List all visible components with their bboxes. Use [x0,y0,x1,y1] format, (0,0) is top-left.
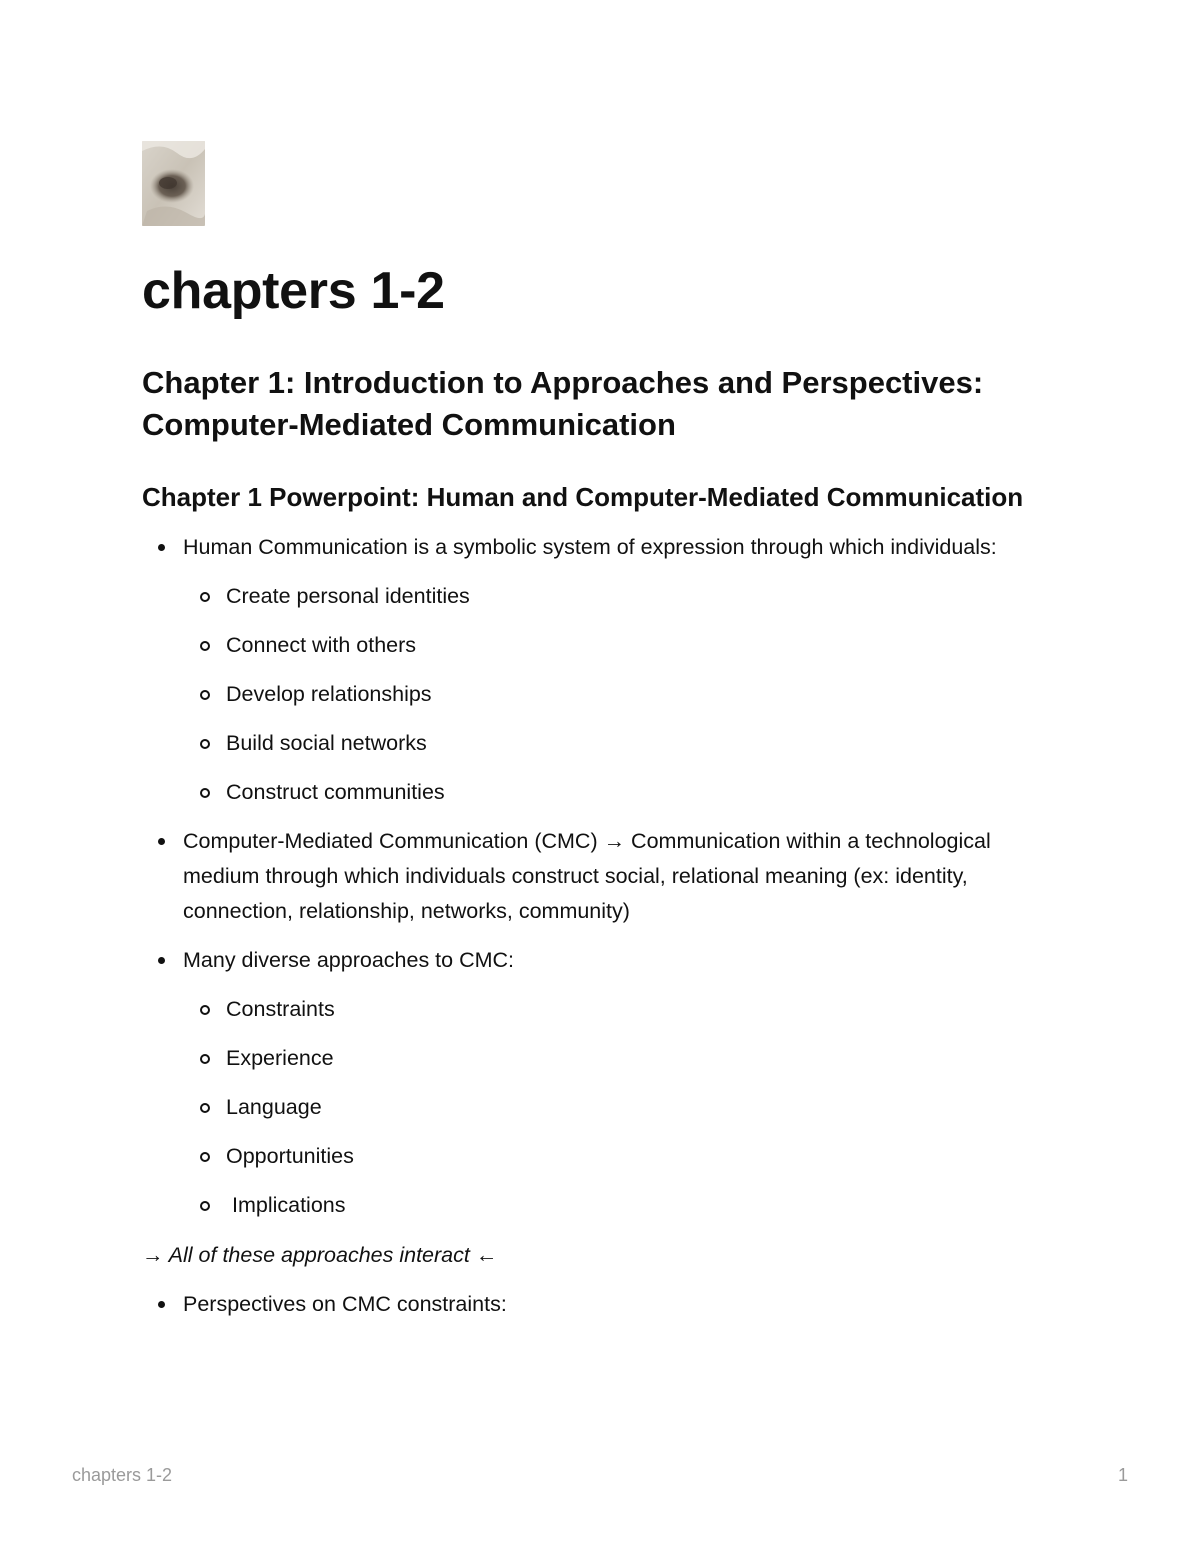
notes-list [142,824,1062,929]
notes-list [142,1287,1062,1322]
list-item: Human Communication is a symbolic system of expression through which individuals: [142,530,1062,565]
list-item: Computer-Mediated Communication (CMC) → Communication within a technological medium through which individuals construct social, relational meaning (ex: identity, connection, relationship, networks, community) [142,824,1063,929]
sub-list-item: Develop relationships [142,677,1062,712]
sub-list [142,579,1062,810]
document-page [142,141,1062,1322]
section-heading: Chapter 1 Powerpoint: Human and Computer-Mediated Communication [142,482,1024,513]
sub-list [142,992,1062,1223]
sub-list-item: Construct communities [142,775,1062,810]
sub-list-item: Connect with others [142,628,1062,663]
sub-list-item: Constraints [142,992,1062,1027]
sub-list-item: Language [142,1090,1062,1125]
approaches-note: → All of these approaches interact ← [142,1243,498,1268]
page-title: chapters 1-2 [142,262,445,320]
footer-title: chapters 1-2 [72,1465,173,1485]
notes-list [142,943,1062,978]
list-item: Many diverse approaches to CMC: [142,943,1062,978]
sub-list-item: Opportunities [142,1139,1062,1174]
list-item: Perspectives on CMC constraints: [142,1287,1062,1322]
page-number: 1 [1118,1465,1129,1485]
chapter-heading: Chapter 1: Introduction to Approaches and Perspectives: Computer-Mediated Communication [142,365,984,443]
cover-image [142,141,205,226]
sub-list-item: Build social networks [142,726,1062,761]
notes-list [142,530,1062,565]
sub-list-item: Experience [142,1041,1062,1076]
sub-list-item: Implications [142,1188,1062,1223]
sub-list-item: Create personal identities [142,579,1062,614]
